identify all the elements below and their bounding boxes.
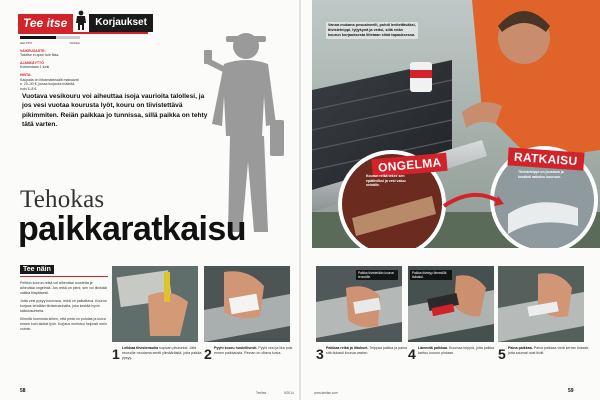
- solution-badge: RATKAISU: [507, 147, 584, 170]
- step-body: Paina paikkaa vielä kerran tiukasti, jotta saumat ovat tiiviit.: [508, 346, 590, 355]
- footer-mag: TeeItse: [256, 391, 267, 395]
- step-title: Leikkaa tiivistenauha: [122, 346, 159, 350]
- intro-heading: [20, 266, 108, 273]
- price-text: Kaupalla on liitosmateriaalit maksavat n. 20–40 €, joissa korjauks määrää. noin 5–8 €.: [20, 77, 79, 91]
- intro-paragraph: Kiinnitä huomiota siihen, että pinta on puhdas ja kuiva ennen kuin aloitat työn. Korjaus onnistuu helposti omin voimin.: [20, 316, 107, 331]
- step-text: [508, 346, 590, 356]
- step-text: [326, 346, 408, 356]
- step-number: 1: [112, 346, 120, 362]
- time-text: Korkeintaan 1 tunti: [20, 65, 50, 70]
- lead-paragraph: Vuotava vesikouru voi aiheuttaa isoja vaurioita talollesi, ja jos vesi vuotaa kourusta lyöt, kouru on tiivistettävä pikimmiten. Reiän paikkaa jo tunnissa, sillä paikka on tehty tätä varten.: [22, 93, 208, 128]
- difficulty-scale: [20, 41, 80, 46]
- difficulty-label: VAIKEUSASTE:: [20, 48, 46, 53]
- step-2: [204, 266, 296, 362]
- step-photo-label: Paikka tiivistyy lämmöllä tiukaksi.: [410, 270, 452, 280]
- handyman-silhouette: [196, 22, 292, 237]
- problem-text: Kourun reikä tekee sen epätiiviiksi ja vesi valuu seinälle.: [366, 174, 406, 188]
- step-2-illustration: [204, 266, 290, 342]
- step-5-illustration: [498, 266, 584, 342]
- step-number: 3: [316, 346, 324, 362]
- step-3: [316, 266, 408, 362]
- difficulty-text: Taloitse ei apuri tule tilaa.: [20, 53, 60, 58]
- step-body: sopivan pituiseksi. Jätä reunoille muutama sentti ylimääräistä, jotta paikka pysyy.: [122, 346, 202, 360]
- section-tag: [18, 14, 153, 32]
- scale-right: VAIKEA: [69, 41, 80, 45]
- solution-text: Tiivisteteippi on joustava ja kestävä ratkaisu kouruun.: [518, 170, 564, 179]
- step-1-illustration: [112, 266, 198, 342]
- step-5: [498, 266, 590, 362]
- step-1: [112, 266, 204, 362]
- step-4: [408, 266, 500, 362]
- step-title: Lämmitä paikkaa.: [418, 346, 448, 350]
- step-photo-label: Paikka tiivistetään kourun reunoille.: [356, 270, 398, 280]
- step-text: [122, 346, 204, 360]
- step-photo: [204, 266, 290, 342]
- page-gutter: [299, 0, 301, 400]
- section-label: Tee itse: [18, 14, 73, 32]
- time-label: AJANKÄYTTÖ: [20, 60, 44, 65]
- step-title: Paikkaa reikä ja liitokset.: [326, 346, 369, 350]
- step-title: Pyyhi kouru huolellisesti.: [214, 346, 258, 350]
- step-number: 4: [408, 346, 416, 362]
- price-label: HINTA:: [20, 72, 32, 77]
- price-row: [20, 73, 80, 91]
- page-number-right: 59: [568, 388, 574, 394]
- time-row: [20, 61, 80, 70]
- scale-left: HELPPO: [20, 41, 33, 45]
- step-body: Teippaa paikka ja paina sitä tiukasti kourua vasten.: [326, 346, 407, 355]
- difficulty-meter: [20, 36, 80, 39]
- step-photo: [316, 266, 402, 342]
- intro-text: [20, 281, 108, 334]
- step-body: Kuumaa teippiä, jotta paikka tarttuu kourun pintaan.: [418, 346, 495, 355]
- title-line-2: paikkaratkaisu: [18, 210, 246, 248]
- hero-caption: Vanna mukana pesuaineelli, pohdi levitettäväksi, tiivisteteippi, lyijykynä ja veitsi, sillä reiän kourun korjauksesta liitetaan siinä tapauksessa.: [326, 22, 418, 39]
- step-text: [214, 346, 296, 356]
- step-photo: [112, 266, 198, 342]
- step-body: Pyyhi vesi ja lika pois ennen paikkausta. Pinnan on oltava kuiva.: [214, 346, 293, 355]
- step-text: [418, 346, 500, 356]
- intro-heading-label: Tee näin: [20, 265, 54, 274]
- header-rule: [18, 32, 148, 34]
- step-title: Paina paikkaa.: [508, 346, 533, 350]
- step-number: 2: [204, 346, 212, 362]
- intro-paragraph: Peltikin kourun reikä voi aiheuttaa ruostetta ja aiheuttaa ongelmia. Jos reikä on pieni, sen voi tiivistää vaikka tilapäisesti.: [20, 281, 107, 296]
- difficulty-row: [20, 49, 80, 58]
- step-photo: [498, 266, 584, 342]
- footer-issue: 9/2014: [284, 391, 294, 395]
- title-line-1: Tehokas: [20, 186, 105, 213]
- step-photo: [408, 266, 494, 342]
- footer-site: www.teeitse.com: [314, 391, 338, 395]
- page-number-left: 58: [20, 388, 26, 394]
- info-box: [20, 36, 80, 94]
- intro-paragraph: Jotta vesi pysyy kourussa, reikä on paikattava. Kourun korjaus tehdään tiivistenauhalla, joka kestää hyvin sääolosuhteita.: [20, 298, 107, 313]
- man-icon: [74, 10, 88, 30]
- step-number: 5: [498, 346, 506, 362]
- subsection-label: Korjaukset: [89, 14, 153, 32]
- problem-badge: ONGELMA: [371, 153, 448, 178]
